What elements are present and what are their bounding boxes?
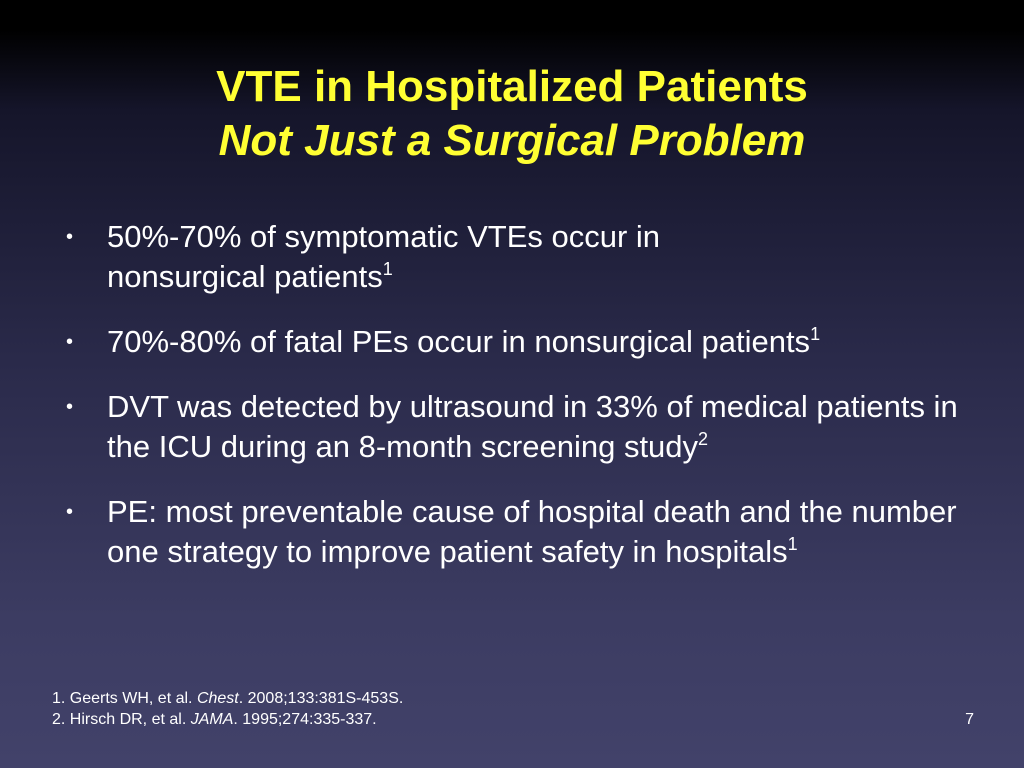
bullet-icon: •: [66, 226, 74, 248]
reference-citation: . 1995;274:335-337.: [233, 711, 377, 728]
bullet-reference-number: 1: [787, 534, 798, 554]
bullet-text-body: 70%-80% of fatal PEs occur in nonsurgical patients: [107, 324, 811, 359]
bullet-icon: •: [66, 396, 74, 418]
bullet-text: [107, 322, 987, 362]
bullet-text: [107, 492, 967, 572]
slide-title-block: [0, 60, 1024, 168]
bullet-text-body: 50%-70% of symptomatic VTEs occur in nonsurgical patients: [107, 219, 661, 294]
page-number: 7: [965, 711, 974, 728]
bullet-text-body: DVT was detected by ultrasound in 33% of medical patients in the ICU during an 8-month screening study: [107, 389, 958, 464]
slide-title: VTE in Hospitalized Patients: [216, 62, 808, 111]
references: [52, 688, 403, 730]
reference-line: [52, 688, 403, 709]
bullet-item: [66, 217, 986, 297]
bullet-reference-number: 1: [810, 324, 821, 344]
bullet-list: [66, 217, 986, 597]
bullet-item: [66, 387, 986, 467]
reference-journal: JAMA: [190, 711, 234, 728]
bullet-icon: •: [66, 501, 74, 523]
reference-citation: . 2008;133:381S-453S.: [238, 690, 404, 707]
bullet-icon: •: [66, 331, 74, 353]
reference-line: [52, 709, 403, 730]
bullet-text: [107, 217, 787, 297]
bullet-text: [107, 387, 987, 467]
bullet-reference-number: 2: [698, 429, 709, 449]
slide-subtitle: Not Just a Surgical Problem: [218, 116, 806, 165]
reference-authors: 2. Hirsch DR, et al.: [52, 711, 191, 728]
bullet-text-body: PE: most preventable cause of hospital death and the number one strategy to improve patient safety in hospitals: [107, 494, 957, 569]
bullet-item: [66, 322, 986, 362]
reference-journal: Chest: [196, 690, 239, 707]
bullet-reference-number: 1: [382, 259, 393, 279]
bullet-item: [66, 492, 986, 572]
reference-authors: 1. Geerts WH, et al.: [52, 690, 197, 707]
